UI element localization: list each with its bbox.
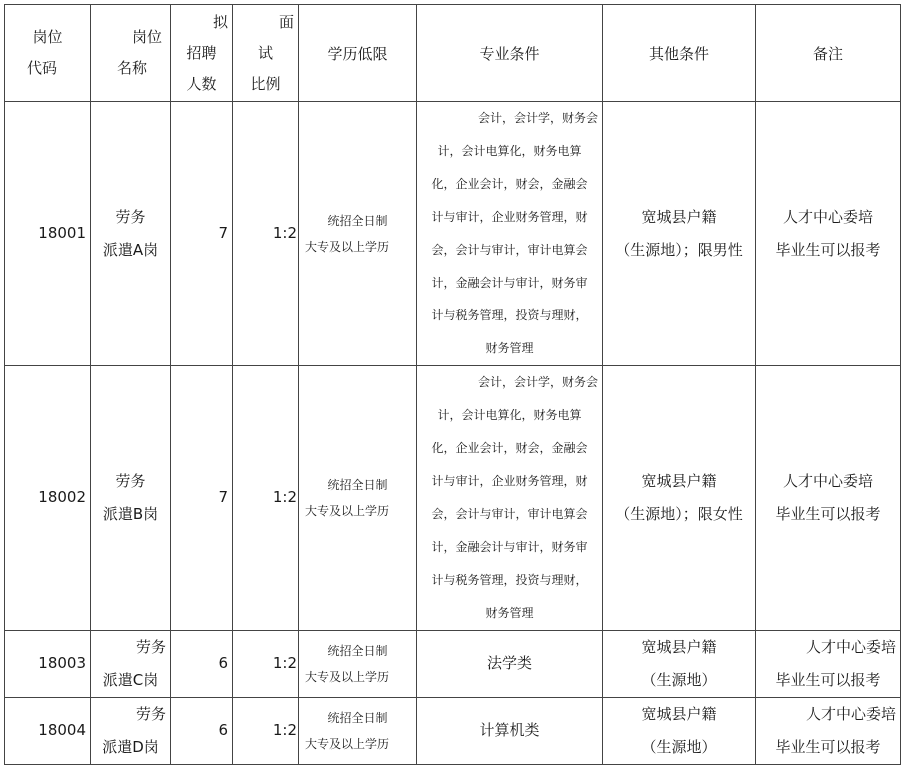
table-row: [5, 366, 901, 630]
header-major: 专业条件: [417, 5, 603, 102]
header-other: 其他条件: [603, 5, 756, 102]
cell-remark: 人才中心委培 毕业生可以报考: [756, 630, 901, 697]
cell-education: 统招全日制 大专及以上学历: [299, 366, 417, 630]
cell-other: 宽城县户籍 （生源地）；限男性: [603, 102, 756, 366]
table-row: [5, 102, 901, 366]
cell-remark: 人才中心委培 毕业生可以报考: [756, 697, 901, 764]
cell-remark: 人才中心委培 毕业生可以报考: [756, 102, 901, 366]
header-ratio: 面 试 比例: [233, 5, 299, 102]
cell-count: 6: [171, 697, 233, 764]
cell-code: 18004: [5, 697, 91, 764]
cell-ratio: 1:2: [233, 697, 299, 764]
cell-count: 7: [171, 102, 233, 366]
header-education: 学历低限: [299, 5, 417, 102]
header-name: 岗位 名称: [91, 5, 171, 102]
header-row: [5, 5, 901, 102]
cell-major: 计算机类: [417, 697, 603, 764]
cell-name: 劳务 派遣D岗: [91, 697, 171, 764]
cell-other: 宽城县户籍 （生源地）: [603, 630, 756, 697]
cell-major: 会计，会计学，财务会 计，会计电算化，财务电算 化，企业会计，财会，金融会 计与审计，企业财务管理，财 会，会计与审计，审计电算会 计，金融会计与审计，财务审 计与税务管理，投资与理财， 财务管理: [417, 366, 603, 630]
header-remark: 备注: [756, 5, 901, 102]
cell-ratio: 1:2: [233, 102, 299, 366]
cell-code: 18003: [5, 630, 91, 697]
cell-other: 宽城县户籍 （生源地）: [603, 697, 756, 764]
cell-major: 法学类: [417, 630, 603, 697]
cell-count: 6: [171, 630, 233, 697]
table-row: [5, 697, 901, 764]
cell-count: 7: [171, 366, 233, 630]
cell-ratio: 1:2: [233, 630, 299, 697]
cell-name: 劳务 派遣C岗: [91, 630, 171, 697]
cell-code: 18002: [5, 366, 91, 630]
recruitment-table: [4, 4, 901, 765]
header-count: 拟 招聘 人数: [171, 5, 233, 102]
cell-major: 会计，会计学，财务会 计，会计电算化，财务电算 化，企业会计，财会，金融会 计与审计，企业财务管理，财 会，会计与审计，审计电算会 计，金融会计与审计，财务审 计与税务管理，投资与理财， 财务管理: [417, 102, 603, 366]
cell-other: 宽城县户籍 （生源地）；限女性: [603, 366, 756, 630]
cell-ratio: 1:2: [233, 366, 299, 630]
header-code: 岗位 代码: [5, 5, 91, 102]
cell-education: 统招全日制 大专及以上学历: [299, 630, 417, 697]
cell-education: 统招全日制 大专及以上学历: [299, 697, 417, 764]
cell-remark: 人才中心委培 毕业生可以报考: [756, 366, 901, 630]
cell-code: 18001: [5, 102, 91, 366]
cell-name: 劳务 派遣B岗: [91, 366, 171, 630]
cell-education: 统招全日制 大专及以上学历: [299, 102, 417, 366]
table-row: [5, 630, 901, 697]
cell-name: 劳务 派遣A岗: [91, 102, 171, 366]
